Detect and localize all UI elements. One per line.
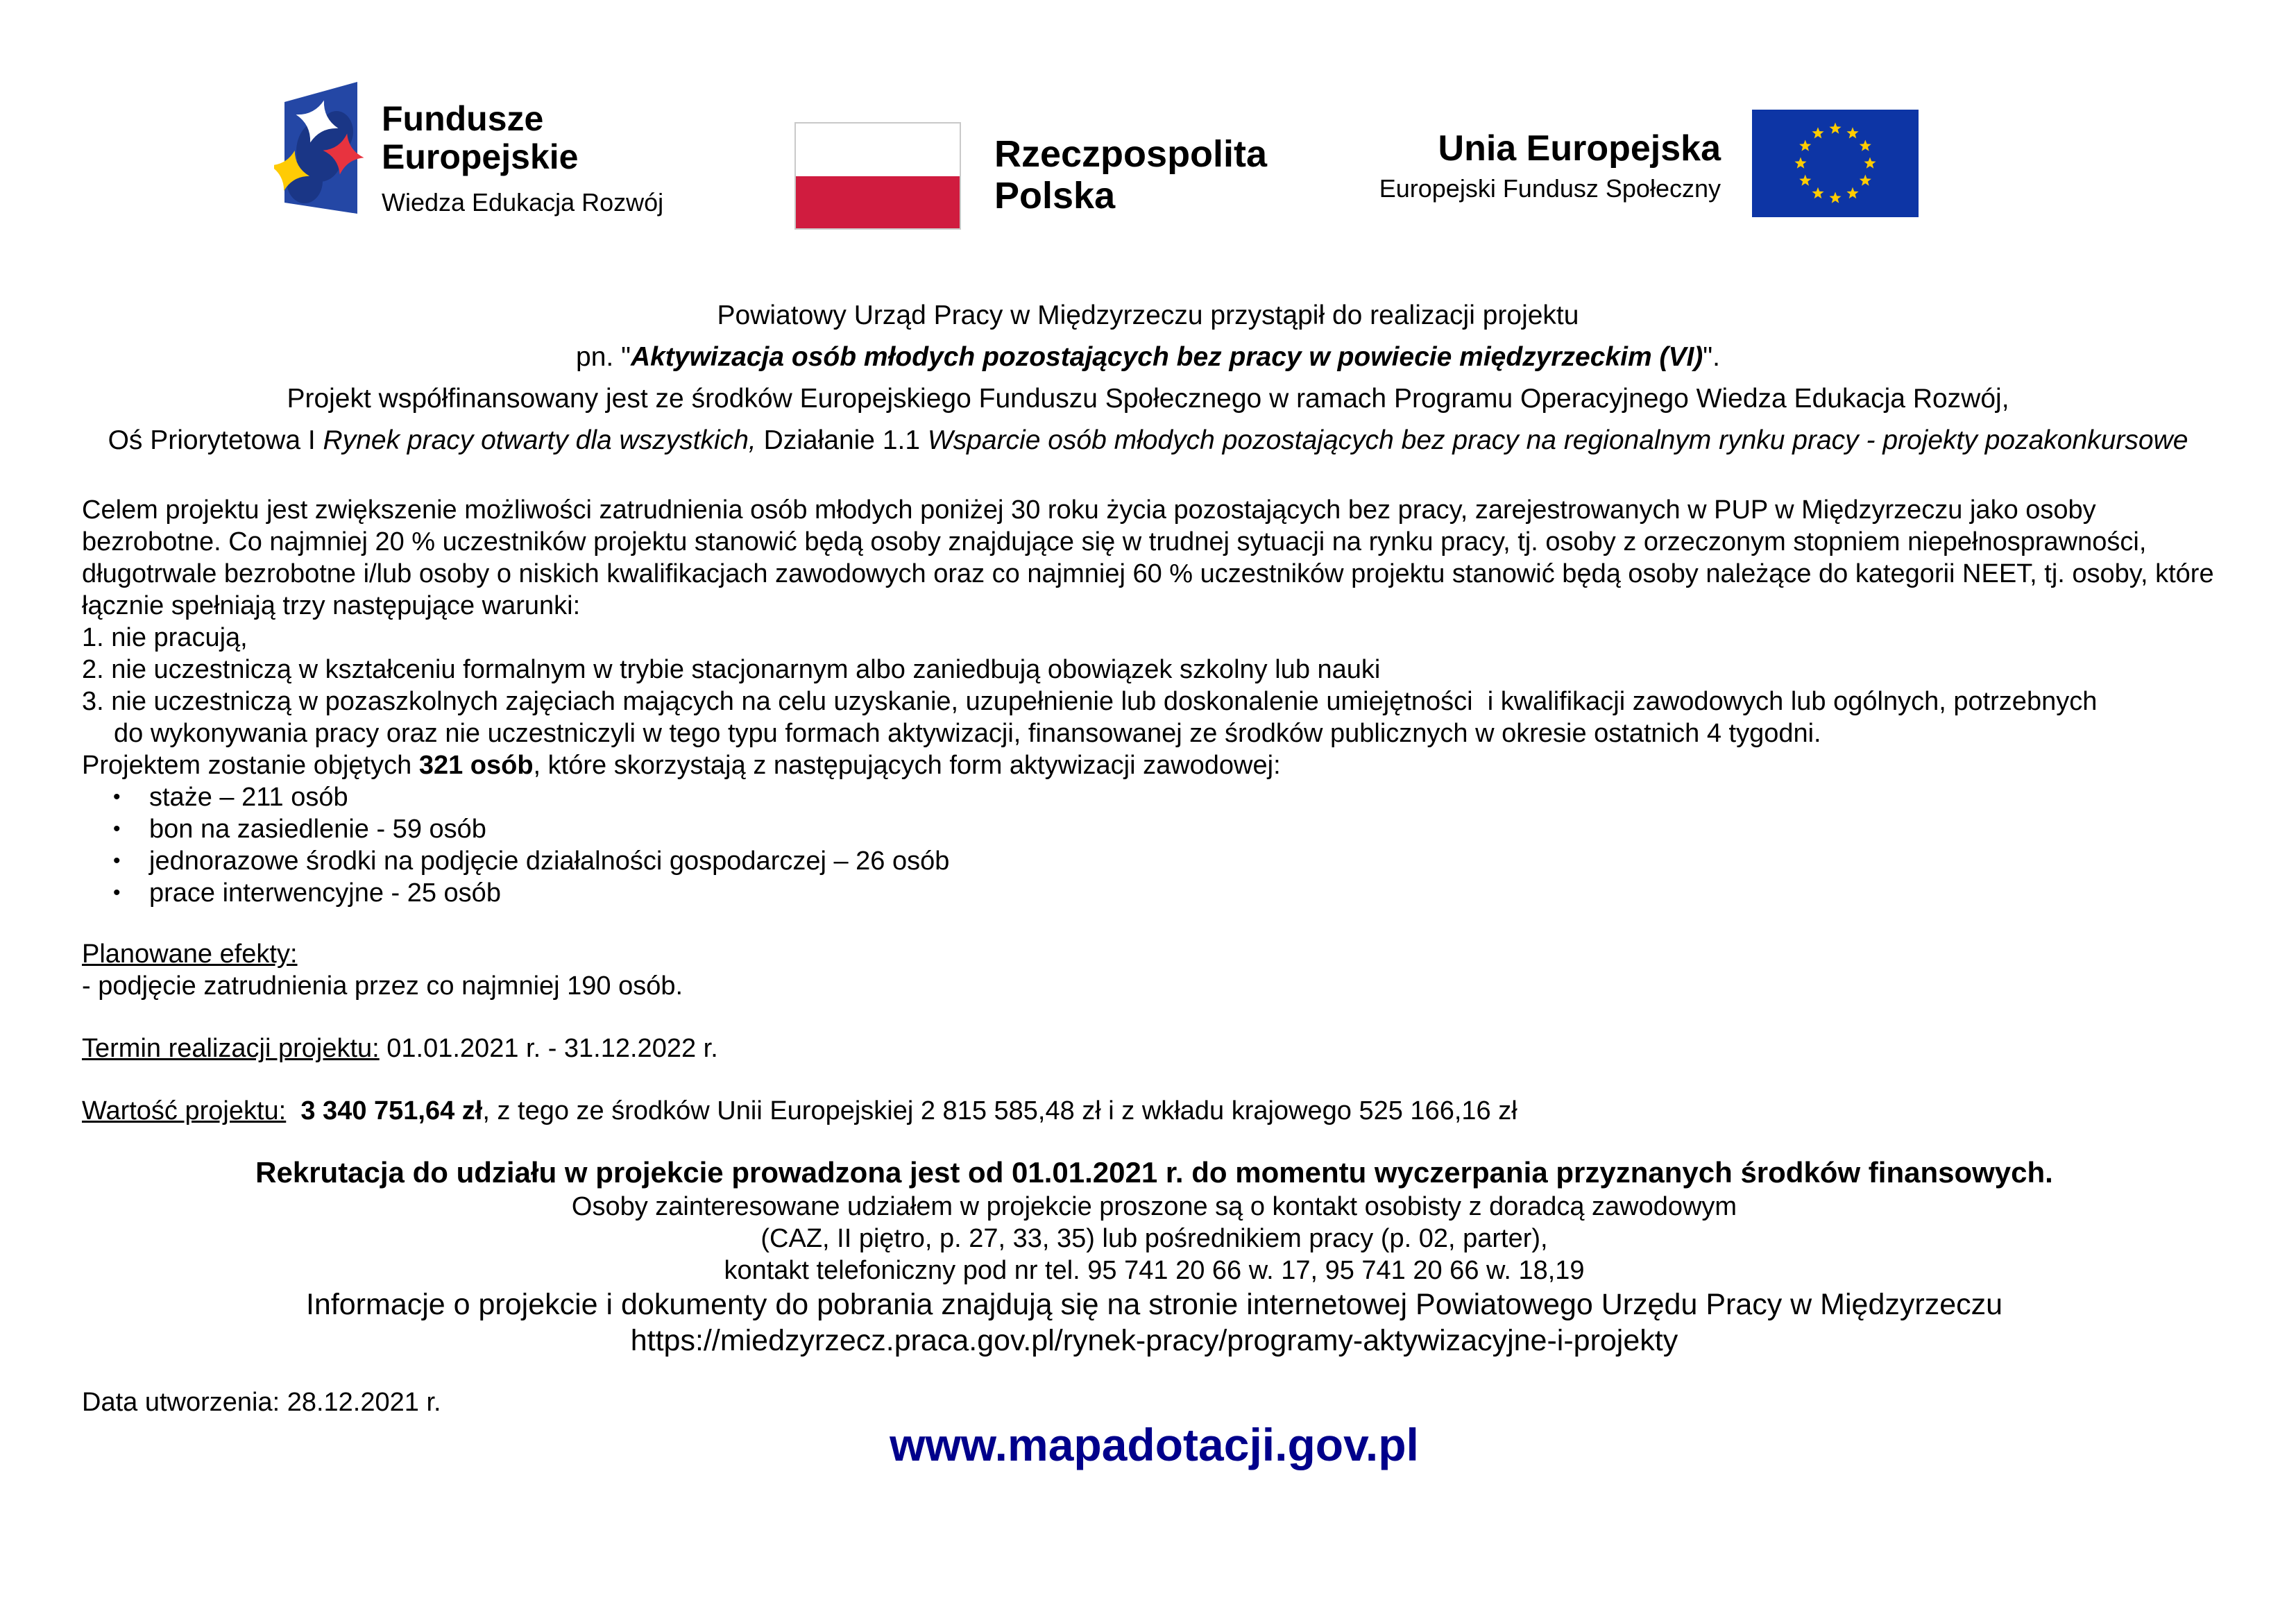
recruitment-rooms-line: (CAZ, II piętro, p. 27, 33, 35) lub pośrednikiem pracy (p. 02, parter),	[760, 1224, 1548, 1253]
planned-effects-heading: Planowane efekty:	[82, 940, 298, 969]
poland-logo-text	[994, 133, 1267, 216]
project-title-line: pn. "Aktywizacja osób młodych pozostających bez pracy w powiecie międzyrzeckim (VI)".	[576, 342, 1720, 372]
intro-line1: Powiatowy Urząd Pracy w Międzyrzeczu przystąpił do realizacji projektu	[717, 300, 1579, 330]
condition-3: 3. nie uczestniczą w pozaszkolnych zajęciach mających na celu uzyskanie, uzupełnienie lub doskonalenie umiejętności i kwalifikacji zawodowych lub ogólnych, potrzebnych	[82, 687, 2098, 716]
project-value-label: Wartość projektu:	[82, 1096, 287, 1125]
poland-text-line1: Rzeczpospolita	[994, 133, 1268, 175]
recruitment-headline: Rekrutacja do udziału w projekcie prowadzona jest od 01.01.2021 r. do momentu wyczerpania przyznanych środków finansowych.	[255, 1156, 2053, 1189]
project-term-value: 01.01.2021 r. - 31.12.2022 r.	[379, 1034, 718, 1063]
bullet-icon: •	[113, 881, 121, 904]
recruitment-contact-line: Osoby zainteresowane udziałem w projekcie proszone są o kontakt osobisty z doradcą zawodowym	[571, 1192, 1737, 1221]
fe-subtitle: Wiedza Edukacja Rozwój	[382, 188, 664, 216]
fe-title-line1: Fundusze	[382, 99, 544, 138]
planned-effects-line: - podjęcie zatrudnienia przez co najmniej 190 osób.	[82, 971, 683, 1001]
bullet-icon: •	[113, 817, 121, 840]
fe-title-line2: Europejskie	[382, 137, 579, 176]
project-value-amount: 3 340 751,64 zł	[286, 1096, 483, 1125]
condition-1: 1. nie pracują,	[82, 623, 248, 652]
creation-date: Data utworzenia: 28.12.2021 r.	[82, 1388, 441, 1417]
fundusze-europejskie-logo	[274, 82, 663, 221]
intro-line3: Projekt współfinansowany jest ze środków Europejskiego Funduszu Społecznego w ramach Programu Operacyjnego Wiedza Edukacja Rozwój,	[287, 384, 2009, 414]
poland-flag-white-stripe	[796, 124, 960, 176]
eu-text-line1: Unia Europejska	[1438, 128, 1721, 169]
eu-text-line2: Europejski Fundusz Społeczny	[1379, 174, 1721, 203]
project-term-line	[82, 1033, 2227, 1064]
poland-flag-red-stripe	[796, 176, 960, 229]
intro-line4: Oś Priorytetowa I Rynek pracy otwarty dla wszystkich, Działanie 1.1 Wsparcie osób młodych pozostających bez pracy na regionalnym rynku pracy - projekty pozakonkursowe	[108, 425, 2188, 455]
bullet-item-bon: • bon na zasiedlenie - 59 osób	[82, 813, 2227, 845]
project-goal-paragraph: Celem projektu jest zwiększenie możliwości zatrudnienia osób młodych poniżej 30 roku życia pozostających bez pracy, zarejestrowanych w PUP w Międzyrzeczu jako osoby bezrobotne. Co najmniej 20 % uczestników projektu stanowić będą osoby znajdujące się w trudnej sytuacji na rynku pracy, tj. osoby z orzeczonym stopniem niepełnosprawności, długotrwale bezrobotne i/lub osoby o niskich kwalifikacjach zawodowych oraz co najmniej 60 % uczestników projektu stanowić będą osoby należące do kategorii NEET, tj. osoby, które łącznie spełniają trzy następujące warunki:	[82, 495, 2222, 620]
fe-flag-icon	[274, 82, 371, 221]
project-info-line: Informacje o projekcie i dokumenty do pobrania znajdują się na stronie internetowej Powiatowego Urzędu Pracy w Międzyrzeczu	[305, 1288, 2003, 1321]
project-value-breakdown: , z tego ze środków Unii Europejskiej 2 815 585,48 zł i z wkładu krajowego 525 166,16 zł	[482, 1096, 1517, 1125]
bullet-icon: •	[113, 785, 121, 808]
intro-block	[0, 295, 2296, 461]
participants-count: 321 osób	[418, 751, 534, 780]
eu-flag-icon	[1752, 110, 1919, 221]
bullet-item-staze: • staże – 211 osób	[82, 781, 2227, 813]
bullet-item-srodki: • jednorazowe środki na podjęcie działalności gospodarczej – 26 osób	[82, 845, 2227, 877]
bullet-item-prace: • prace interwencyjne - 25 osób	[82, 877, 2227, 909]
unia-europejska-logo	[1360, 110, 1919, 221]
eu-logo-text	[1360, 129, 1721, 203]
condition-3-continuation: do wykonywania pracy oraz nie uczestniczyli w tego typu formach aktywizacji, finansowanej ze środków publicznych w okresie ostatnich 4 tygodni.	[114, 719, 1821, 748]
fe-logo-text	[382, 100, 663, 216]
mapadotacji-link[interactable]: www.mapadotacji.gov.pl	[890, 1419, 1419, 1470]
project-title: Aktywizacja osób młodych pozostających bez pracy w powiecie międzyrzeckim (VI)	[630, 342, 1703, 372]
recruitment-section	[82, 1155, 2227, 1359]
poland-flag-icon	[794, 122, 961, 230]
rzeczpospolita-polska-logo	[794, 122, 1267, 230]
project-info-url: https://miedzyrzecz.praca.gov.pl/rynek-pracy/programy-aktywizacyjne-i-projekty	[630, 1324, 1678, 1357]
recruitment-phone-line: kontakt telefoniczny pod nr tel. 95 741 20 66 w. 17, 95 741 20 66 w. 18,19	[724, 1256, 1585, 1285]
project-value-line	[82, 1095, 2227, 1127]
project-term-label: Termin realizacji projektu:	[82, 1034, 380, 1063]
body-text	[82, 494, 2227, 1470]
poland-text-line2: Polska	[994, 175, 1116, 216]
participants-line: Projektem zostanie objętych 321 osób, które skorzystają z następujących form aktywizacji zawodowej:	[82, 751, 1281, 780]
bullet-icon: •	[113, 849, 121, 872]
condition-2: 2. nie uczestniczą w kształceniu formalnym w trybie stacjonarnym albo zaniedbują obowiązek szkolny lub nauki	[82, 655, 1381, 684]
